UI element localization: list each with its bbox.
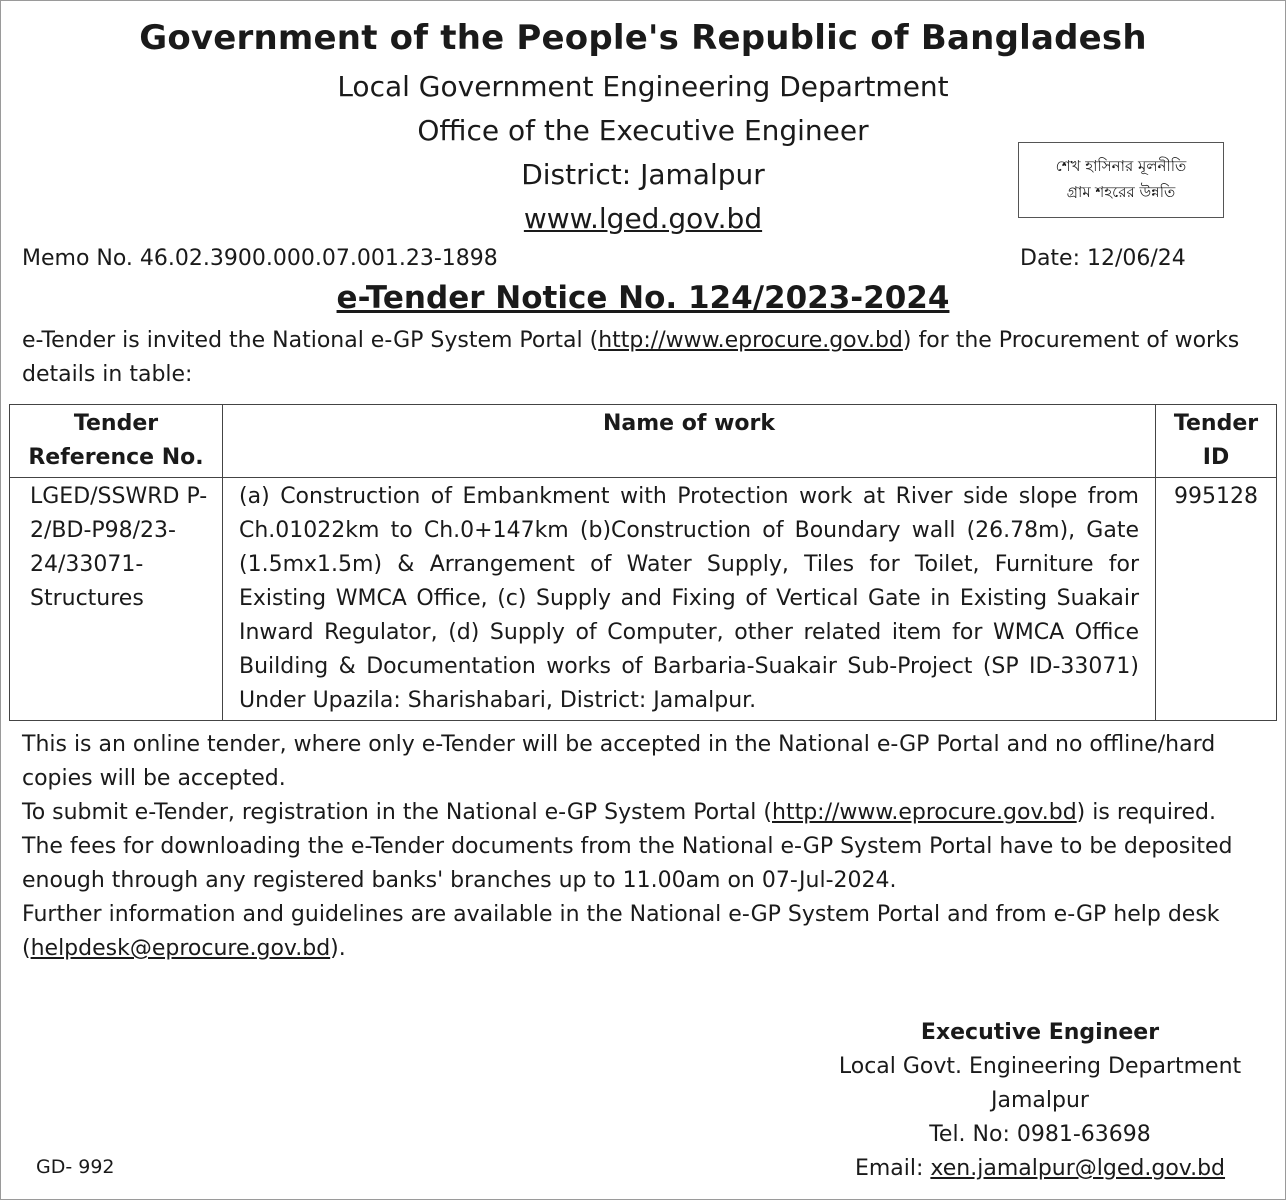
- cell-tender-ref: LGED/SSWRD P-2/BD-P98/23-24/33071-Structures: [10, 478, 223, 721]
- department-heading: Local Government Engineering Department: [337, 70, 949, 103]
- table-row: [10, 478, 1277, 721]
- signature-title: Executive Engineer: [920, 1020, 1160, 1045]
- tender-table: [9, 404, 1277, 721]
- notice-title: e-Tender Notice No. 124/2023-2024: [336, 280, 950, 316]
- office-heading: Office of the Executive Engineer: [417, 114, 869, 147]
- registration-text-after: ) is required.: [1076, 800, 1216, 825]
- info-text: [22, 898, 1266, 966]
- signature-email-line: [820, 1152, 1260, 1186]
- cell-name-of-work: (a) Construction of Embankment with Protection work at River side slope from Ch.01022km to Ch.0+147km (b)Construction of Boundary wall (26.78m), Gate (1.5mx1.5m) & Arrangement of Water Supply, Tiles for Toilet, Furniture for Existing WMCA Office, (c) Supply and Fixing of Vertical Gate in Existing Suakair Inward Regulator, (d) Supply of Computer, other related item for WMCA Office Building & Documentation works of Barbaria-Suakair Sub-Project (SP ID-33071) Under Upazila: Sharishabari, District: Jamalpur.: [223, 478, 1156, 721]
- eprocure-link[interactable]: http://www.eprocure.gov.bd: [598, 328, 903, 353]
- table-header-row: [10, 405, 1277, 478]
- slogan-line-1: শেখ হাসিনার মূলনীতি: [1055, 157, 1187, 175]
- info-text-main: Further information and guidelines are available in the National e-GP System Portal and from e-GP help desk: [22, 902, 1220, 927]
- slogan-line-2: গ্রাম শহরের উন্নতি: [1066, 183, 1176, 201]
- fees-text: The fees for downloading the e-Tender documents from the National e-GP System Portal have to be deposited enough through any registered banks' branches up to 11.00am on 07-Jul-2024.: [22, 834, 1233, 893]
- registration-link[interactable]: http://www.eprocure.gov.bd: [772, 800, 1077, 825]
- registration-text: [22, 796, 1266, 830]
- body-paragraphs: [22, 728, 1266, 966]
- intro-paragraph: [22, 324, 1266, 392]
- signature-email-label: Email:: [854, 1156, 931, 1181]
- cell-tender-id: 995128: [1156, 478, 1277, 721]
- header-tender-id: Tender ID: [1156, 405, 1277, 478]
- header-name-of-work: Name of work: [223, 405, 1156, 478]
- signature-telephone: Tel. No: 0981-63698: [929, 1122, 1151, 1147]
- helpdesk-email-link[interactable]: helpdesk@eprocure.gov.bd: [30, 936, 331, 961]
- registration-text-before: To submit e-Tender, registration in the National e-GP System Portal (: [22, 800, 772, 825]
- district-heading: District: Jamalpur: [521, 158, 765, 191]
- intro-text-after: ) for the Procurement of works details in table:: [22, 328, 1240, 387]
- signature-place: Jamalpur: [991, 1088, 1089, 1113]
- signature-department: Local Govt. Engineering Department: [838, 1054, 1242, 1079]
- footer-code: GD- 992: [36, 1156, 115, 1178]
- website-link[interactable]: www.lged.gov.bd: [523, 202, 763, 235]
- notice-date: Date: 12/06/24: [1020, 246, 1186, 271]
- helpdesk-close: ).: [330, 936, 346, 961]
- signature-email-link[interactable]: xen.jamalpur@lged.gov.bd: [930, 1156, 1226, 1181]
- government-heading: Government of the People's Republic of Bangladesh: [139, 18, 1147, 58]
- online-tender-text: This is an online tender, where only e-Tender will be accepted in the National e-GP Portal and no offline/hard copies will be accepted.: [22, 732, 1216, 791]
- memo-number: Memo No. 46.02.3900.000.07.001.23-1898: [22, 246, 498, 271]
- intro-text-before: e-Tender is invited the National e-GP System Portal (: [22, 328, 599, 353]
- header-tender-ref: Tender Reference No.: [10, 405, 223, 478]
- slogan-box: [1018, 142, 1224, 218]
- helpdesk-open: (: [22, 936, 31, 961]
